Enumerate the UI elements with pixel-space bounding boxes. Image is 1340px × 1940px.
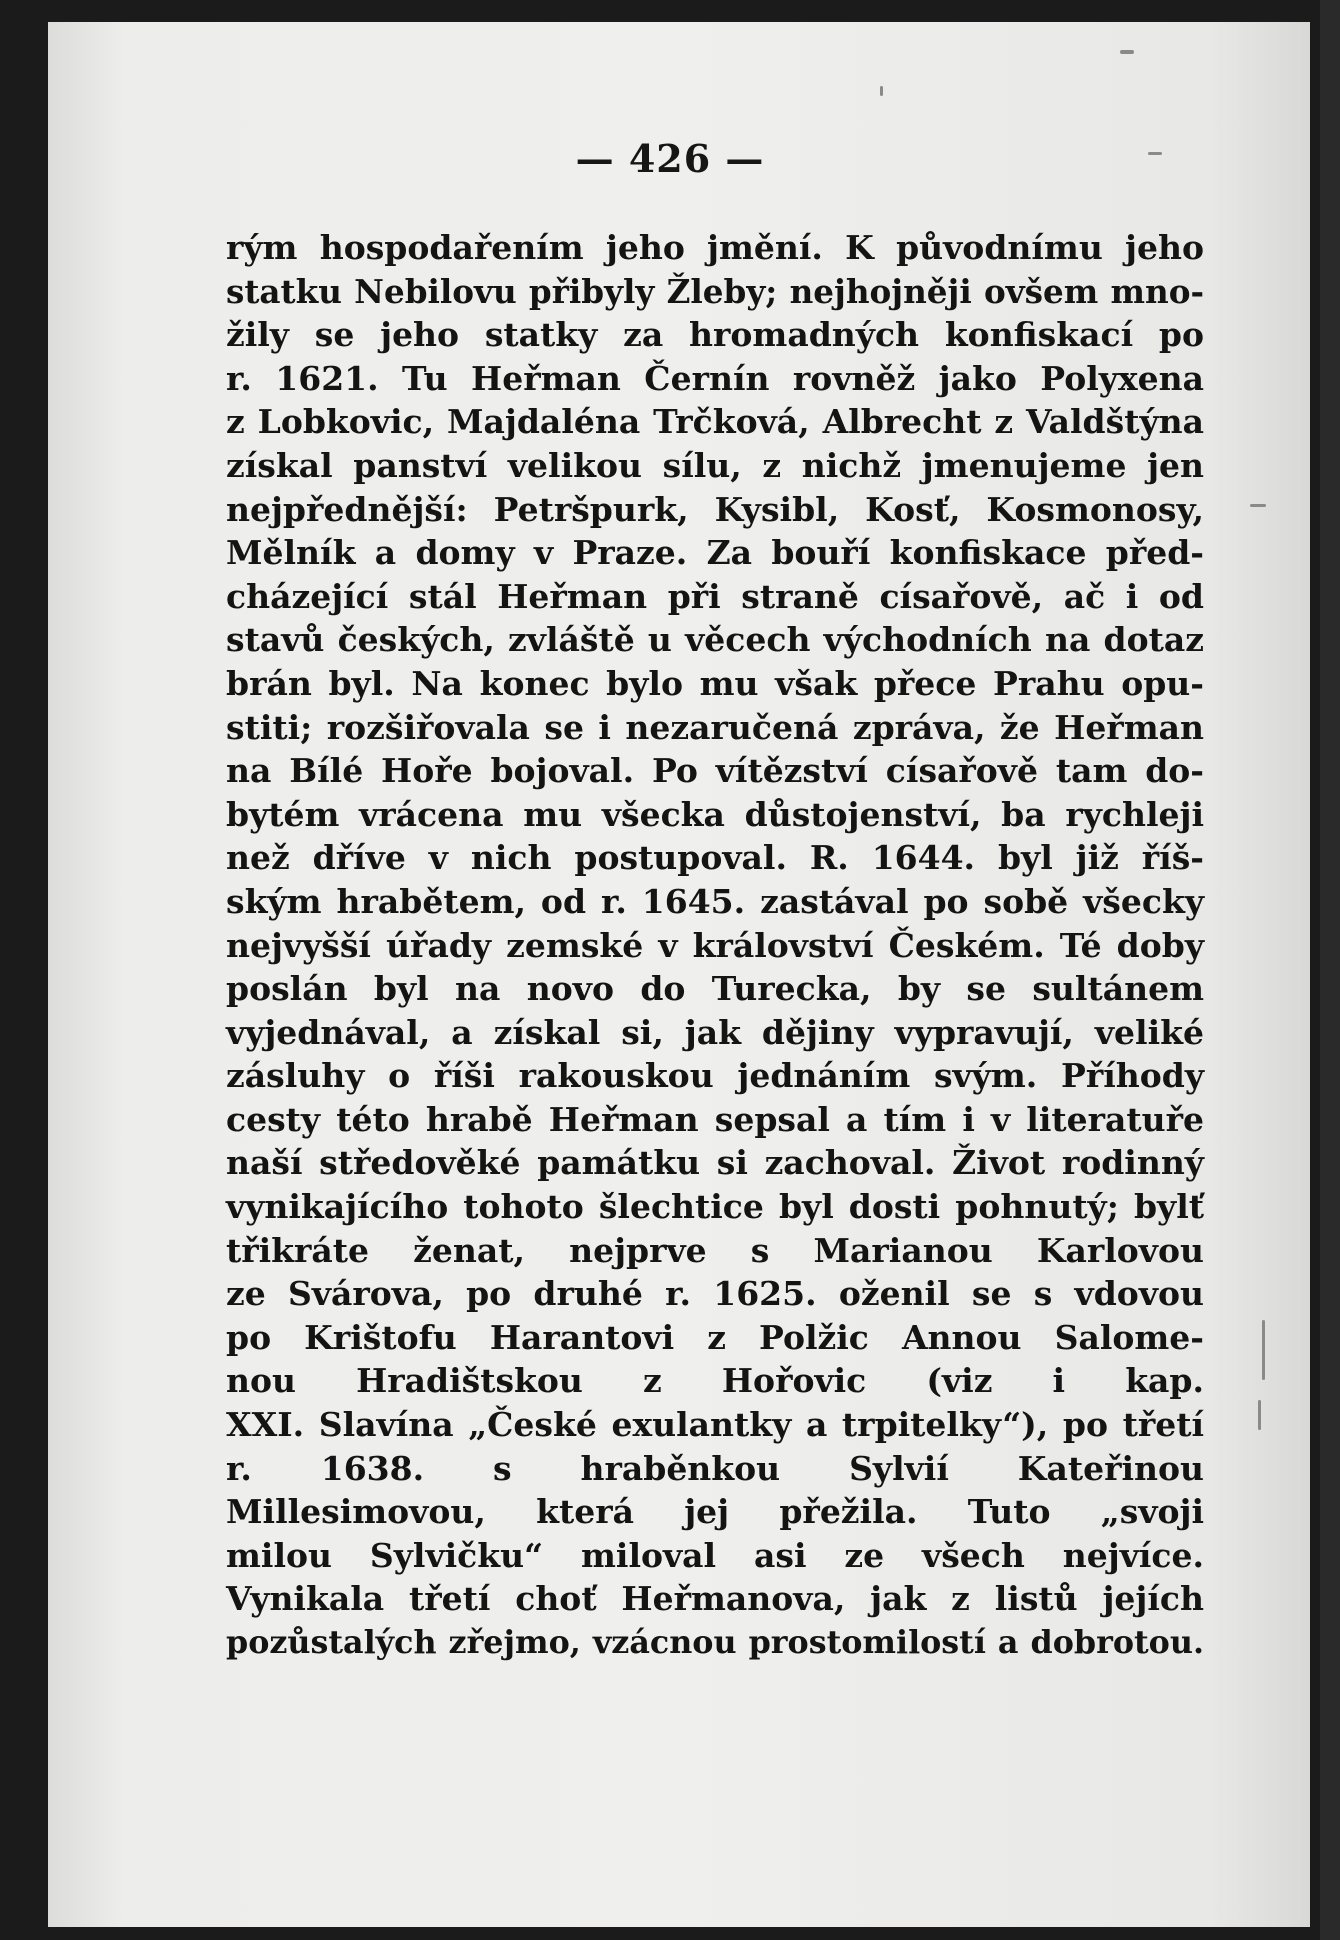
text-line: Millesimovou, která jej přežila. Tuto „svoji [226, 1492, 1204, 1532]
text-line: stiti; rozšiřovala se i nezaručená zpráva, že Heřman [226, 707, 1204, 747]
text-line: pozůstalých zřejmo, vzácnou prostomilostí a dobrotou. [226, 1624, 1204, 1661]
page-speck [1250, 504, 1266, 507]
text-line: nejpřednější: Petršpurk, Kysibl, Kosť, Kosmonosy, [226, 489, 1204, 529]
page-speck [1262, 1320, 1265, 1380]
text-line: zásluhy o říši rakouskou jednáním svým. Příhody [226, 1056, 1204, 1096]
text-line: ze Svárova, po druhé r. 1625. oženil se s vdovou [226, 1274, 1204, 1314]
text-line: Mělník a domy v Praze. Za bouří konfiskace před- [226, 533, 1204, 573]
text-line: rým hospodařením jeho jmění. K původnímu jeho [226, 228, 1204, 267]
text-line: brán byl. Na konec bylo mu však přece Prahu opu- [226, 663, 1204, 703]
text-line: vyjednával, a získal si, jak dějiny vypravují, veliké [226, 1012, 1204, 1052]
page-speck [880, 86, 883, 96]
text-line: r. 1638. s hraběnkou Sylvií Kateřinou [226, 1448, 1204, 1488]
text-line: na Bílé Hoře bojoval. Po vítězství císařově tam do- [226, 751, 1204, 791]
text-line: po Krištofu Harantovi z Polžic Annou Salome- [226, 1317, 1204, 1357]
text-line: než dříve v nich postupoval. R. 1644. byl již říš- [226, 838, 1204, 878]
text-line: bytém vrácena mu všecka důstojenství, ba rychleji [226, 794, 1204, 834]
scan-edge [1320, 0, 1340, 1940]
text-line: získal panství velikou sílu, z nichž jmenujeme jen [226, 445, 1204, 485]
page-number: — 426 — [575, 136, 765, 181]
text-line: r. 1621. Tu Heřman Černín rovněž jako Polyxena [226, 358, 1204, 398]
text-line: ským hrabětem, od r. 1645. zastával po sobě všecky [226, 881, 1204, 921]
text-line: Vynikala třetí choť Heřmanova, jak z listů jejích [226, 1579, 1204, 1619]
page-speck [1120, 50, 1134, 54]
text-line: třikráte ženat, nejprve s Marianou Karlovou [226, 1230, 1204, 1270]
text-line: z Lobkovic, Majdaléna Trčková, Albrecht z Valdštýna [226, 402, 1204, 442]
body-text [226, 226, 1204, 1665]
text-line: žily se jeho statky za hromadných konfiskací po [226, 315, 1204, 355]
text-line: cházející stál Heřman při straně císařově, ač i od [226, 576, 1204, 616]
text-line: vynikajícího tohoto šlechtice byl dosti pohnutý; bylť [226, 1187, 1204, 1227]
text-line: statku Nebilovu přibyly Žleby; nejhojněji ovšem mno- [226, 271, 1204, 311]
text-line: nejvyšší úřady zemské v království Českém. Té doby [226, 925, 1204, 965]
text-line: milou Sylvičku“ miloval asi ze všech nejvíce. [226, 1535, 1204, 1575]
text-line: XXI. Slavína „České exulantky a trpitelky“), po třetí [226, 1405, 1204, 1445]
text-line: stavů českých, zvláště u věcech východních na dotaz [226, 620, 1204, 660]
text-line: poslán byl na novo do Turecka, by se sultánem [226, 969, 1204, 1009]
page-speck [1258, 1400, 1261, 1430]
text-line: nou Hradištskou z Hořovic (viz i kap. [226, 1361, 1204, 1401]
text-line: naší středověké památku si zachoval. Život rodinný [226, 1143, 1204, 1183]
text-line: cesty této hrabě Heřman sepsal a tím i v literatuře [226, 1099, 1204, 1139]
